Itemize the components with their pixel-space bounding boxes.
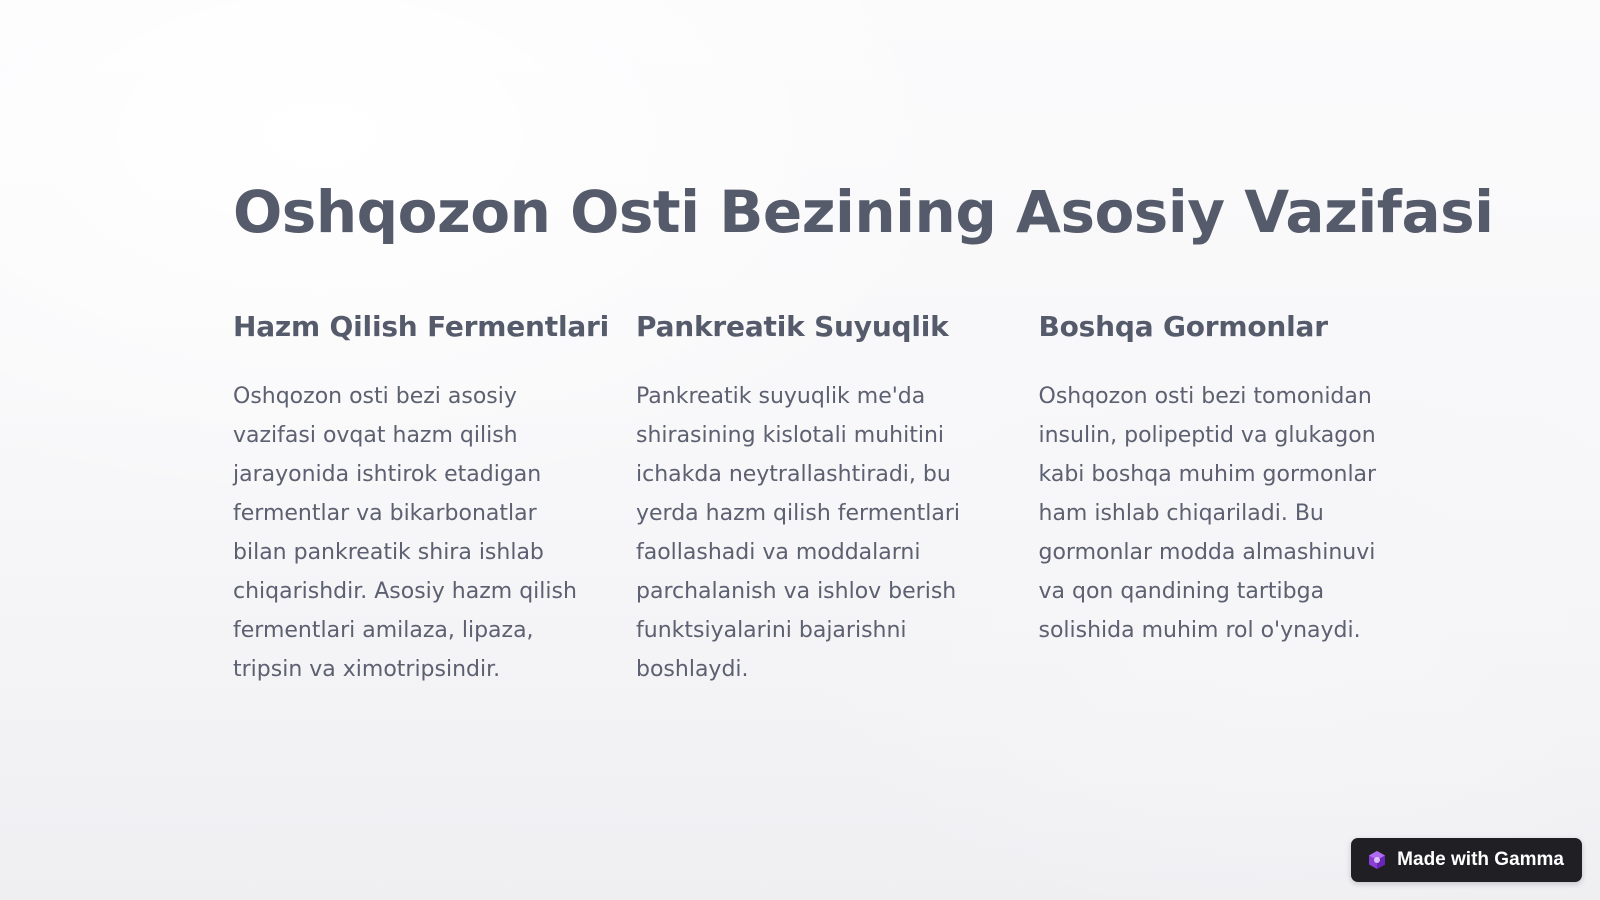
content-columns [233, 305, 1403, 689]
column-heading: Hazm Qilish Fermentlari [233, 310, 610, 343]
column-other-hormones [1039, 305, 1404, 689]
column-body: Pankreatik suyuqlik me'da shirasining kislotali muhitini ichakda neytrallashtiradi, bu yerda hazm qilish fermentlari faollashadi va moddalarni parchalanish va ishlov berish funktsiyalarini bajarishni boshlaydi. [636, 384, 960, 682]
made-with-gamma-badge[interactable] [1351, 838, 1582, 882]
gamma-logo-icon [1367, 850, 1387, 870]
column-heading: Pankreatik Suyuqlik [636, 310, 949, 343]
column-body: Oshqozon osti bezi asosiy vazifasi ovqat hazm qilish jarayonida ishtirok etadigan fermentlar va bikarbonatlar bilan pankreatik shira ishlab chiqarishdir. Asosiy hazm qilish fermentlari amilaza, lipaza, tripsin va ximotripsindir. [233, 384, 577, 682]
column-pancreatic-fluid [636, 305, 1001, 689]
column-heading: Boshqa Gormonlar [1038, 310, 1328, 343]
column-body: Oshqozon osti bezi tomonidan insulin, polipeptid va glukagon kabi boshqa muhim gormonlar ham ishlab chiqariladi. Bu gormonlar modda almashinuvi va qon qandining tartibga solishida muhim rol o'ynaydi. [1038, 384, 1377, 643]
column-digestive-enzymes [233, 305, 610, 689]
badge-label: Made with Gamma [1397, 849, 1564, 870]
page-title: Oshqozon Osti Bezining Asosiy Vazifasi [233, 178, 1494, 246]
